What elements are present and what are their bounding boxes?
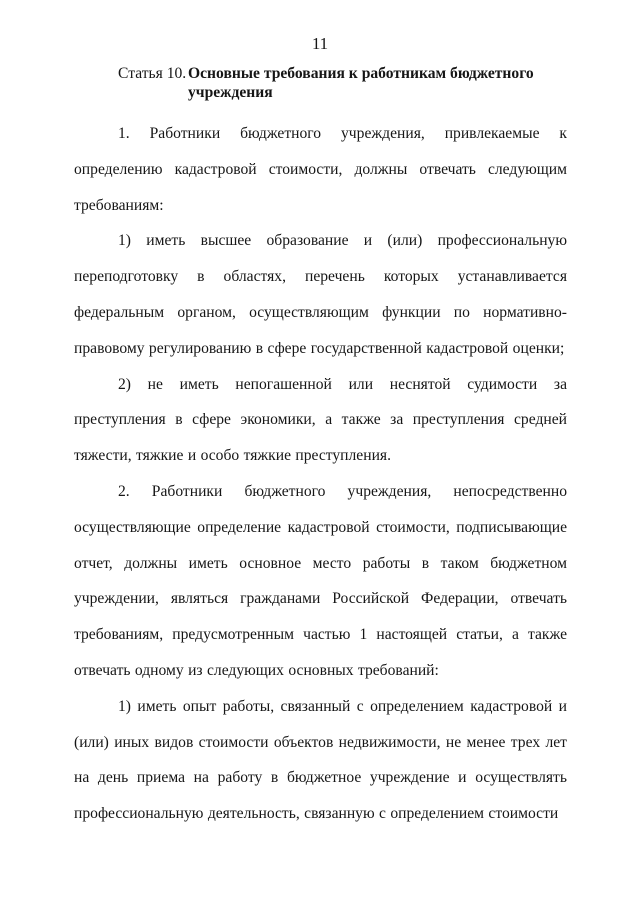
article-title: Основные требования к работникам бюджетного учреждения [188,65,534,101]
page-number: 11 [311,34,329,53]
paragraph-1-item-2: 2) не иметь непогашенной или неснятой судимости за преступления в сфере экономики, а также за преступления средней тяжести, тяжкие и особо тяжкие преступления. [74,375,567,465]
article-body [74,116,567,832]
paragraph-2: 2. Работники бюджетного учреждения, непосредственно осуществляющие определение кадастровой стоимости, подписывающие отчет, должны иметь основное место работы в таком бюджетном учреждении, являться гражданами Российской Федерации, отвечать требованиям, предусмотренным частью 1 настоящей статьи, а также отвечать одному из следующих основных требований: [74,482,567,679]
paragraph-2-item-1: 1) иметь опыт работы, связанный с определением кадастровой и (или) иных видов стоимости объектов недвижимости, не менее трех лет на день приема на работу в бюджетное учреждение и осуществлять профессиональную деятельность, связанную с определением стоимости [74,697,567,823]
paragraph-1: 1. Работники бюджетного учреждения, привлекаемые к определению кадастровой стоимости, должны отвечать следующим требованиям: [74,125,567,214]
paragraph-1-item-1: 1) иметь высшее образование и (или) профессиональную переподготовку в областях, перечень которых устанавливается федеральным органом, осуществляющим функции по нормативно-правовому регулированию в сфере государственной кадастровой оценки; [74,232,567,357]
article-number: Статья 10. [118,65,187,82]
